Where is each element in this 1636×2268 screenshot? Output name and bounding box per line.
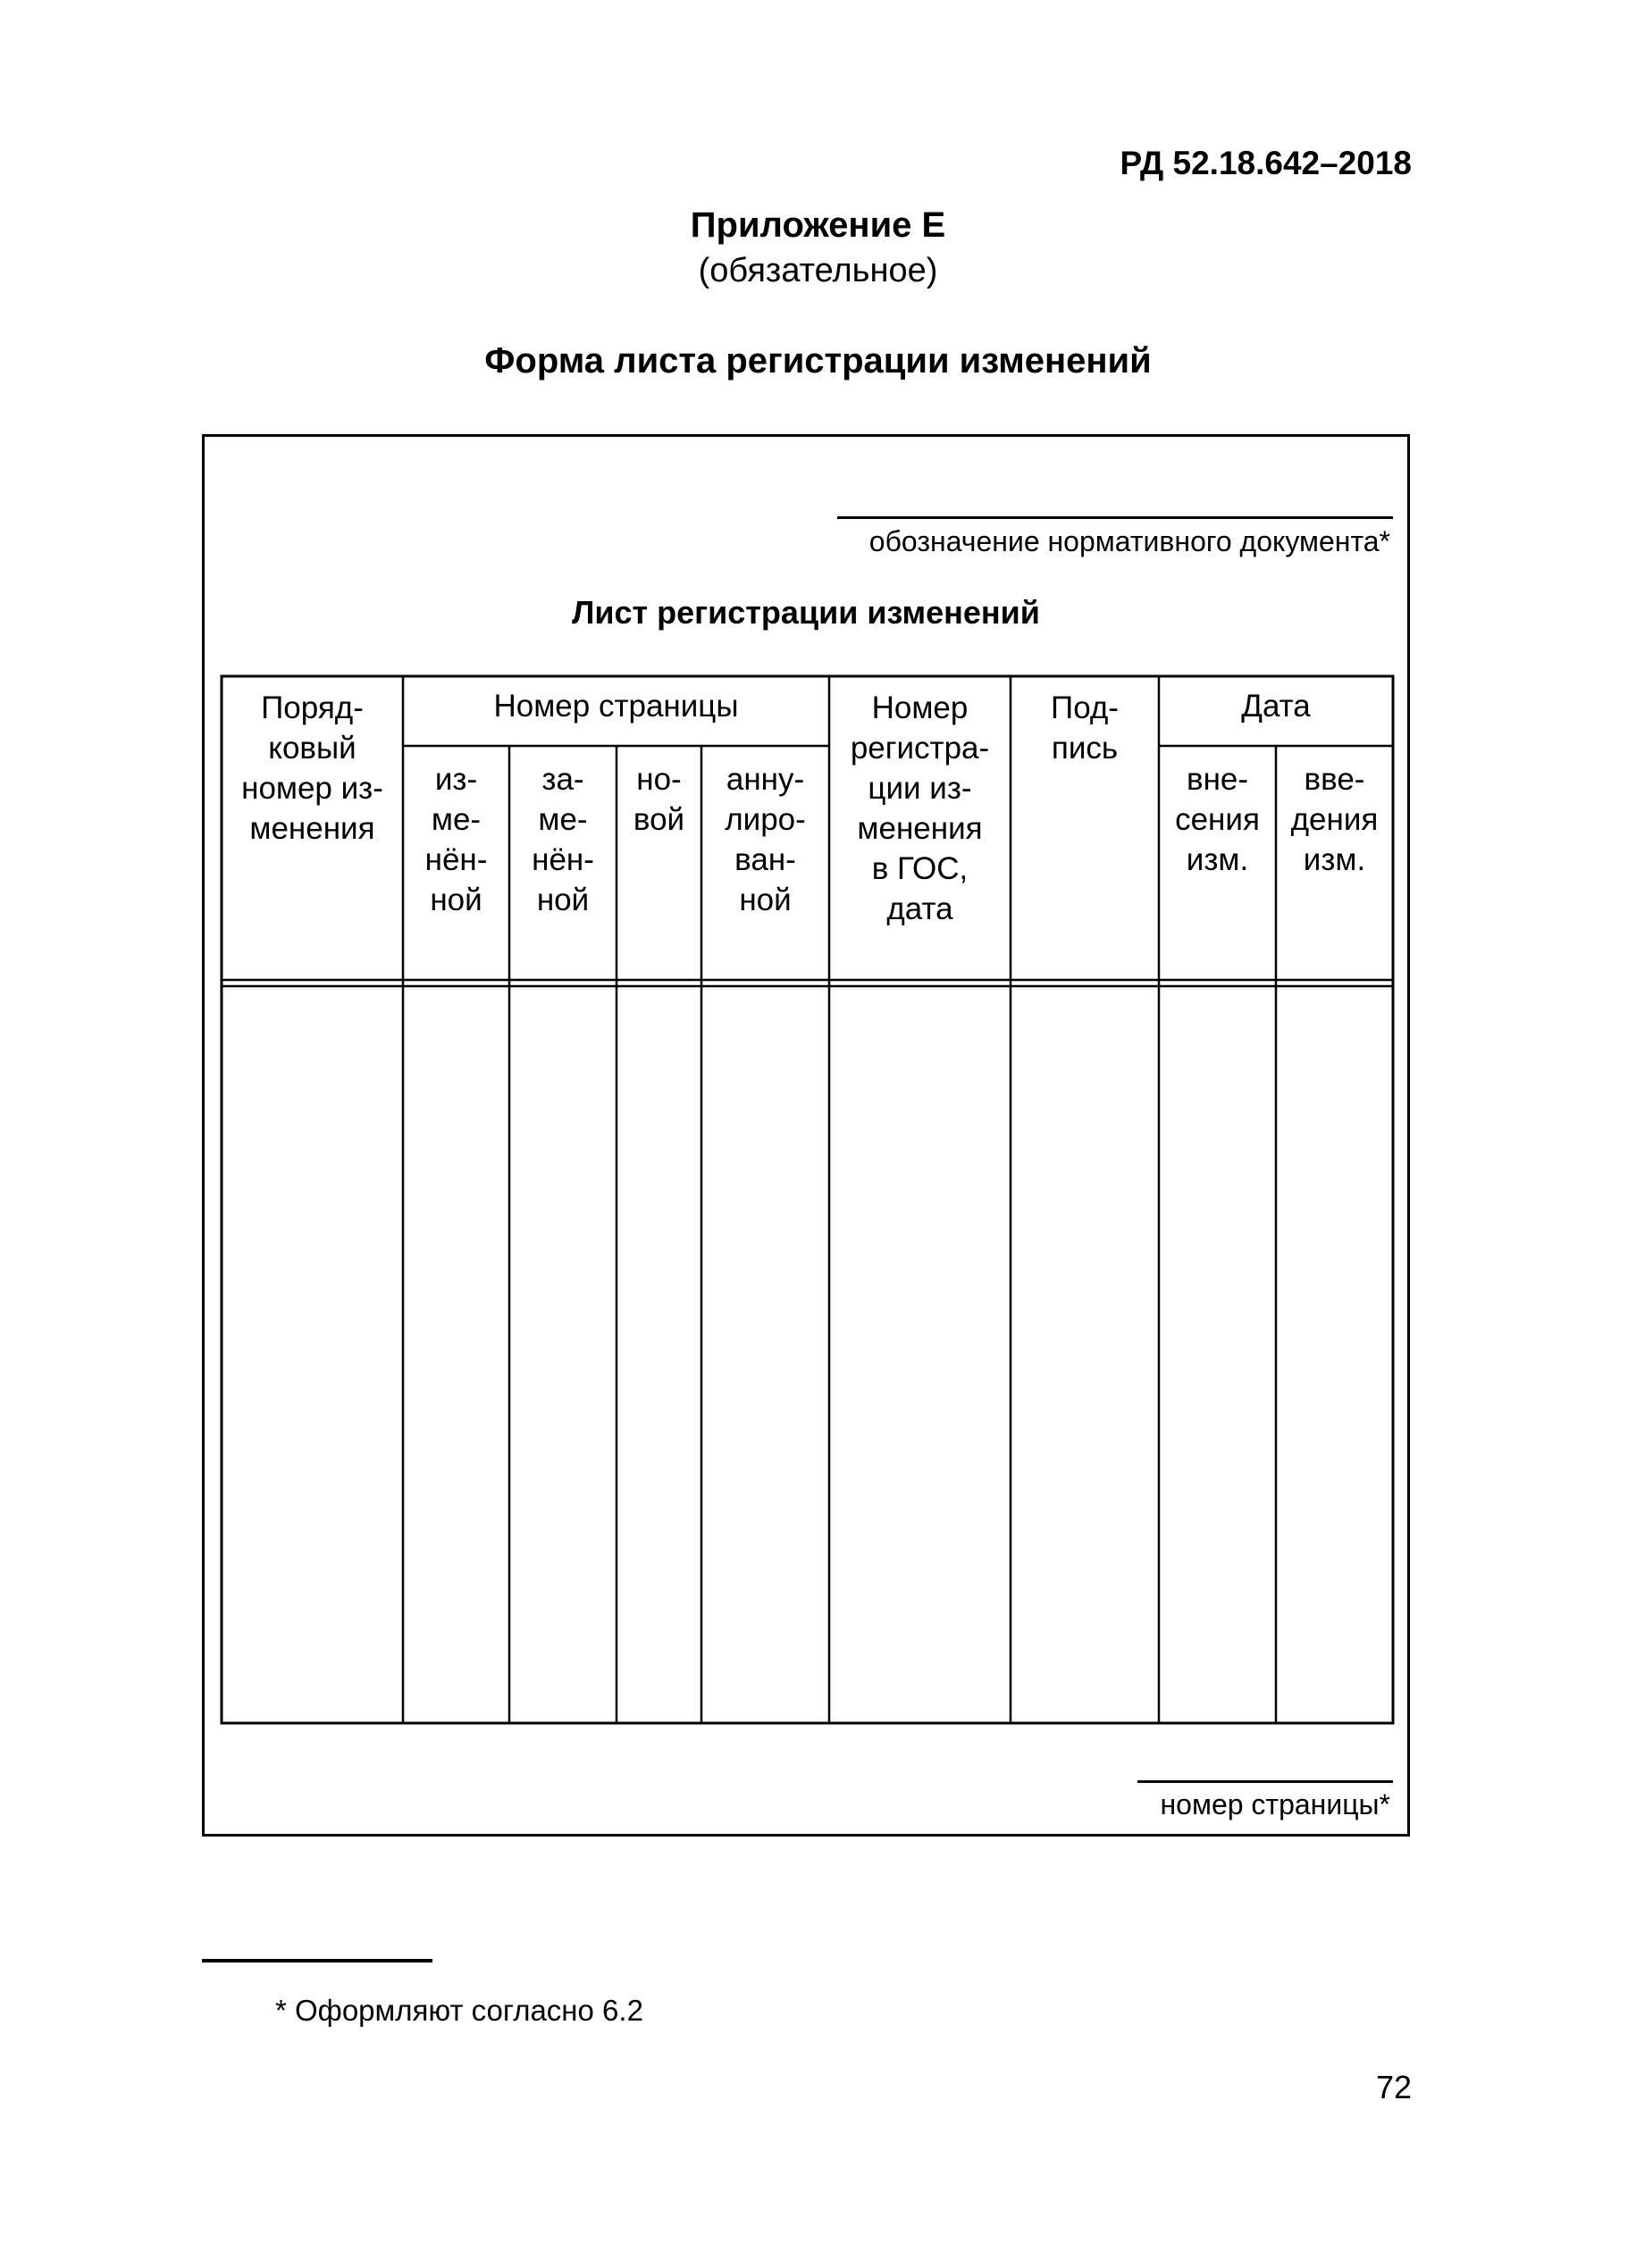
- footnote-rule: [202, 1959, 432, 1963]
- header-date-group: Дата: [1241, 689, 1311, 724]
- header-replaced-page: за- ме- нён- ной: [532, 762, 594, 917]
- header-changed-page: из- ме- нён- ной: [424, 762, 488, 917]
- header-registration-number: Номер регистра- ции из- менения в ГОС, дата: [850, 690, 990, 926]
- header-page-number-group: Номер страницы: [493, 689, 739, 724]
- appendix-title: Приложение Е: [690, 205, 946, 245]
- document-code: РД 52.18.642–2018: [1120, 145, 1412, 181]
- page-number: 72: [1375, 2069, 1412, 2105]
- header-signature: Под- пись: [1051, 690, 1119, 766]
- document-designation-label: обозначение нормативного документа*: [868, 525, 1390, 557]
- header-date-entry: вне- сения изм.: [1175, 762, 1260, 877]
- appendix-subtitle: (обязательное): [698, 252, 938, 289]
- header-new-page: но- вой: [633, 762, 685, 837]
- form-title: Форма листа регистрации изменений: [484, 341, 1152, 381]
- footnote: * Оформляют согласно 6.2: [275, 1994, 643, 2027]
- header-date-effective: вве- дения изм.: [1290, 762, 1379, 877]
- header-cancelled-page: анну- лиро- ван- ной: [725, 762, 806, 917]
- page-number-label: номер страницы*: [1160, 1788, 1390, 1820]
- header-serial-number: Поряд- ковый номер из- менения: [241, 690, 383, 846]
- page-number-line: [1137, 1780, 1393, 1783]
- sheet-title: Лист регистрации изменений: [572, 594, 1040, 631]
